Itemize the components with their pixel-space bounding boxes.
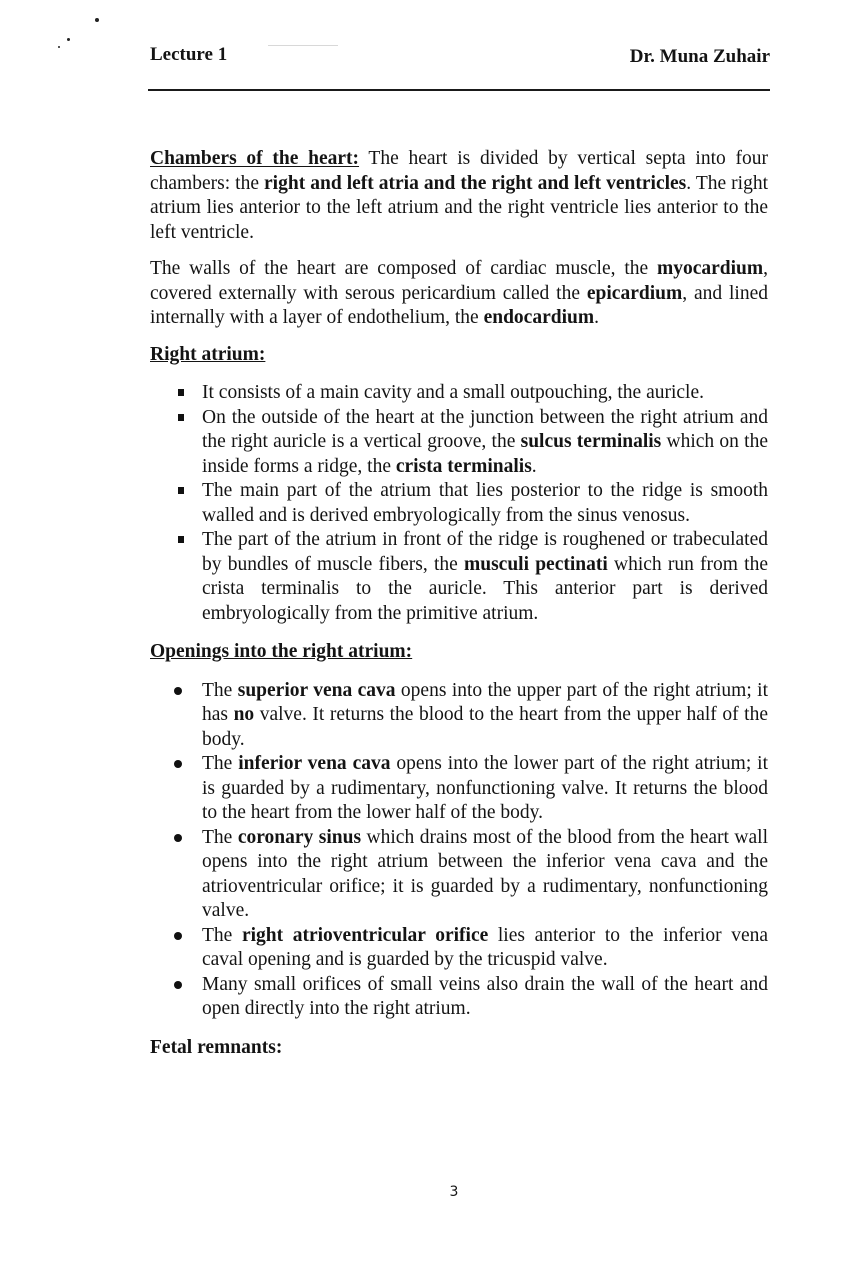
text-run: The — [202, 753, 239, 774]
text-run: , and lined internally with a layer of endothelium, the — [150, 282, 768, 328]
bold-term: epicardium — [586, 282, 683, 304]
text-run: On the outside of the heart at the junction between the right atrium and the right auricle is a vertical groove, the — [202, 406, 768, 452]
list-item — [150, 924, 768, 973]
text-run: which on the inside forms a ridge, the — [202, 431, 768, 477]
bold-term: superior vena cava — [237, 679, 396, 701]
bold-term: no — [233, 704, 255, 725]
header-rule — [148, 89, 770, 91]
text-run: . — [594, 307, 599, 328]
text-run: The part of the atrium in front of the ridge is roughened or trabeculated by bundles of muscle fibers, the — [202, 529, 768, 575]
page-content — [150, 147, 768, 1060]
text-run: Many small orifices of small veins also drain the wall of the heart and open directly into the right atrium. — [202, 973, 768, 1019]
right-atrium-heading: Right atrium: — [150, 343, 266, 365]
bold-term: sulcus terminalis — [520, 431, 662, 452]
list-item — [150, 528, 768, 626]
text-run: opens into the upper part of the right atrium; it has — [202, 679, 768, 725]
text-run: It consists of a main cavity and a small outpouching, the auricle. — [202, 382, 704, 403]
openings-list — [150, 679, 768, 1022]
bold-term: coronary sinus — [237, 826, 362, 848]
text-run: The — [202, 924, 242, 946]
lecture-label: Lecture 1 — [150, 44, 228, 65]
text-run: valve. It returns the blood to the heart from the upper half of the body. — [202, 704, 768, 750]
text-run: , covered externally with serous pericardium called the — [150, 258, 768, 304]
author-name: Dr. Muna Zuhair — [629, 46, 770, 67]
list-item — [150, 826, 768, 924]
bold-term: right atrioventricular orifice — [241, 924, 489, 946]
chambers-heading: Chambers of the heart: — [150, 148, 360, 169]
bold-term: right and left atria and the right and left ventricles — [264, 172, 687, 194]
text-run: The walls of the heart are composed of cardiac muscle, the — [150, 258, 657, 279]
text-run: The main part of the atrium that lies posterior to the ridge is smooth walled and is derived embryologically from the sinus venosus. — [202, 480, 768, 526]
right-atrium-list — [150, 381, 768, 626]
list-item — [150, 973, 768, 1022]
chambers-paragraph — [150, 147, 768, 245]
text-run: The — [202, 826, 238, 848]
list-item — [150, 381, 768, 406]
text-run: The — [202, 679, 238, 701]
openings-heading: Openings into the right atrium: — [150, 641, 413, 662]
page-header — [150, 44, 770, 74]
text-run: which drains most of the blood from the heart wall opens into the right atrium between the inferior vena cava and the atrioventricular orifice; it is guarded by a rudimentary, nonfunctioning valve. — [202, 826, 768, 921]
list-item — [150, 479, 768, 528]
text-run: . — [531, 455, 537, 477]
walls-paragraph — [150, 257, 768, 331]
text-run: lies anterior to the inferior vena caval opening and is guarded by the tricuspid valve. — [202, 924, 768, 970]
list-item — [150, 679, 768, 753]
bold-term: crista terminalis — [395, 455, 532, 477]
scan-speck — [58, 46, 60, 48]
page-number: 3 — [449, 1184, 459, 1200]
text-run: opens into the lower part of the right atrium; it is guarded by a rudimentary, nonfunctioning valve. It returns the blood to the heart from the lower half of the body. — [202, 753, 768, 823]
text-run: . The right atrium lies anterior to the left atrium and the right ventricle lies anterior to the left ventricle. — [150, 172, 768, 243]
bold-term: musculi pectinati — [463, 553, 608, 575]
list-item — [150, 752, 768, 826]
bold-term: endocardium — [483, 307, 595, 328]
list-item — [150, 406, 768, 480]
fetal-remnants-heading: Fetal remnants: — [150, 1036, 283, 1058]
faint-line — [268, 45, 338, 46]
bold-term: inferior vena cava — [238, 753, 391, 774]
scan-speck — [67, 38, 70, 41]
scan-speck — [95, 18, 99, 22]
text-run: which run from the crista terminalis to the auricle. This anterior part is derived embryologically from the primitive atrium. — [202, 553, 768, 624]
bold-term: myocardium — [656, 258, 764, 279]
text-run: The heart is divided by vertical septa into four chambers: the — [150, 148, 768, 194]
